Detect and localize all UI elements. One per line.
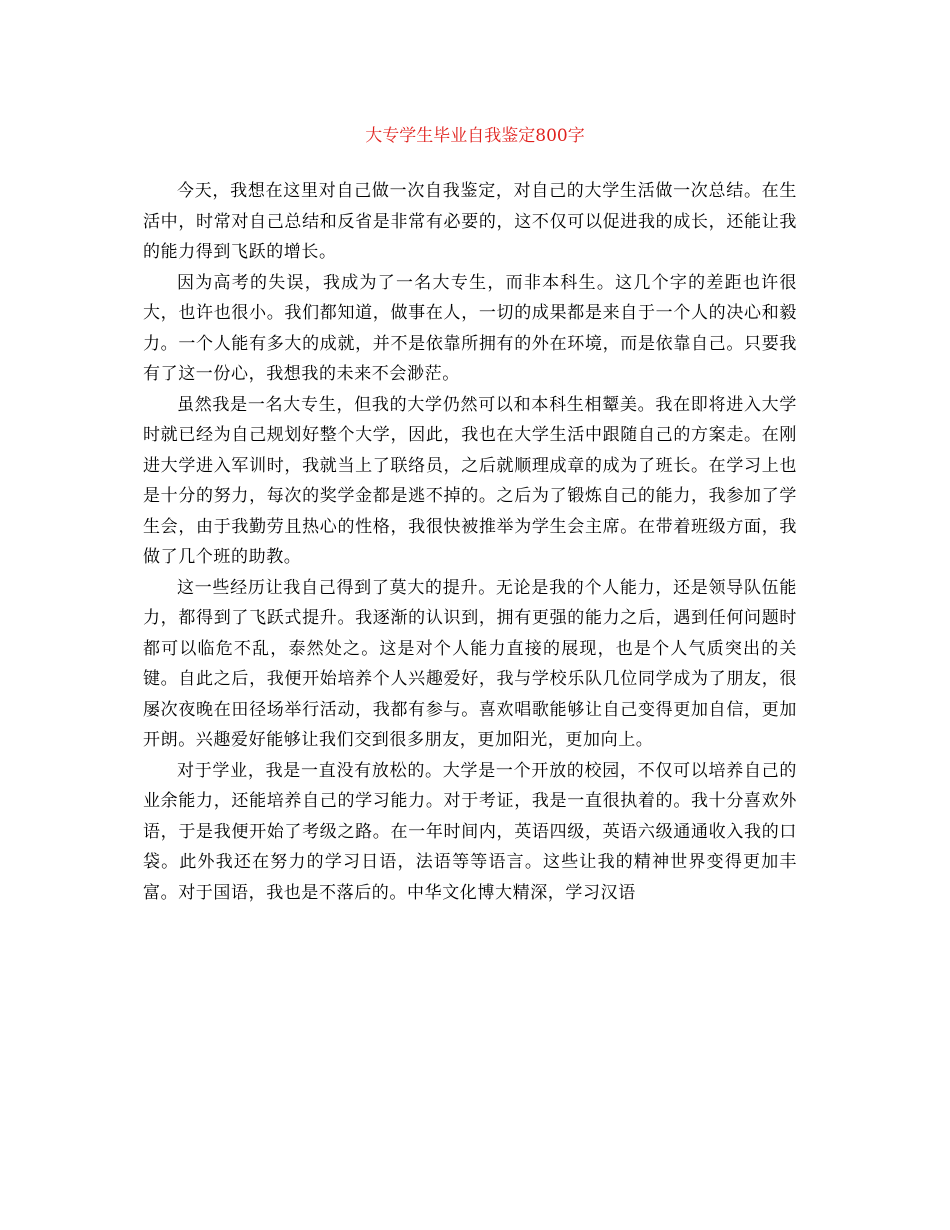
paragraph-2: 因为高考的失误，我成为了一名大专生，而非本科生。这几个字的差距也许很大，也许也很小。我们都知道，做事在人，一切的成果都是来自于一个人的决心和毅力。一个人能有多大的成就，并不是依靠所拥有的外在环境，而是依靠自己。只要我有了这一份心，我想我的未来不会渺茫。 bbox=[143, 272, 797, 384]
paragraph-4: 这一些经历让我自己得到了莫大的提升。无论是我的个人能力，还是领导队伍能力，都得到了飞跃式提升。我逐渐的认识到，拥有更强的能力之后，遇到任何问题时都可以临危不乱，泰然处之。这是对个人能力直接的展现，也是个人气质突出的关键。自此之后，我便开始培养个人兴趣爱好，我与学校乐队几位同学成为了朋友，很屡次夜晚在田径场举行活动，我都有参与。喜欢唱歌能够让自己变得更加自信，更加开朗。兴趣爱好能够让我们交到很多朋友，更加阳光，更加向上。 bbox=[143, 577, 797, 750]
paragraph-5: 对于学业，我是一直没有放松的。大学是一个开放的校园，不仅可以培养自己的业余能力，还能培养自己的学习能力。对于考证，我是一直很执着的。我十分喜欢外语，于是我便开始了考级之路。在一年时间内，英语四级，英语六级通通收入我的口袋。此外我还在努力的学习日语，法语等等语言。这些让我的精神世界变得更加丰富。对于国语，我也是不落后的。中华文化博大精深，学习汉语 bbox=[143, 760, 797, 903]
paragraph-1: 今天，我想在这里对自己做一次自我鉴定，对自己的大学生活做一次总结。在生活中，时常对自己总结和反省是非常有必要的，这不仅可以促进我的成长，还能让我的能力得到飞跃的增长。 bbox=[143, 181, 797, 262]
document-body bbox=[143, 176, 797, 908]
document-title: 大专学生毕业自我鉴定800字 bbox=[365, 126, 585, 146]
paragraph-3: 虽然我是一名大专生，但我的大学仍然可以和本科生相颦美。我在即将进入大学时就已经为自己规划好整个大学，因此，我也在大学生活中跟随自己的方案走。在刚进大学进入军训时，我就当上了联络员，之后就顺理成章的成为了班长。在学习上也是十分的努力，每次的奖学金都是逃不掉的。之后为了锻炼自己的能力，我参加了学生会，由于我勤劳且热心的性格，我很快被推举为学生会主席。在带着班级方面，我做了几个班的助教。 bbox=[143, 394, 797, 567]
